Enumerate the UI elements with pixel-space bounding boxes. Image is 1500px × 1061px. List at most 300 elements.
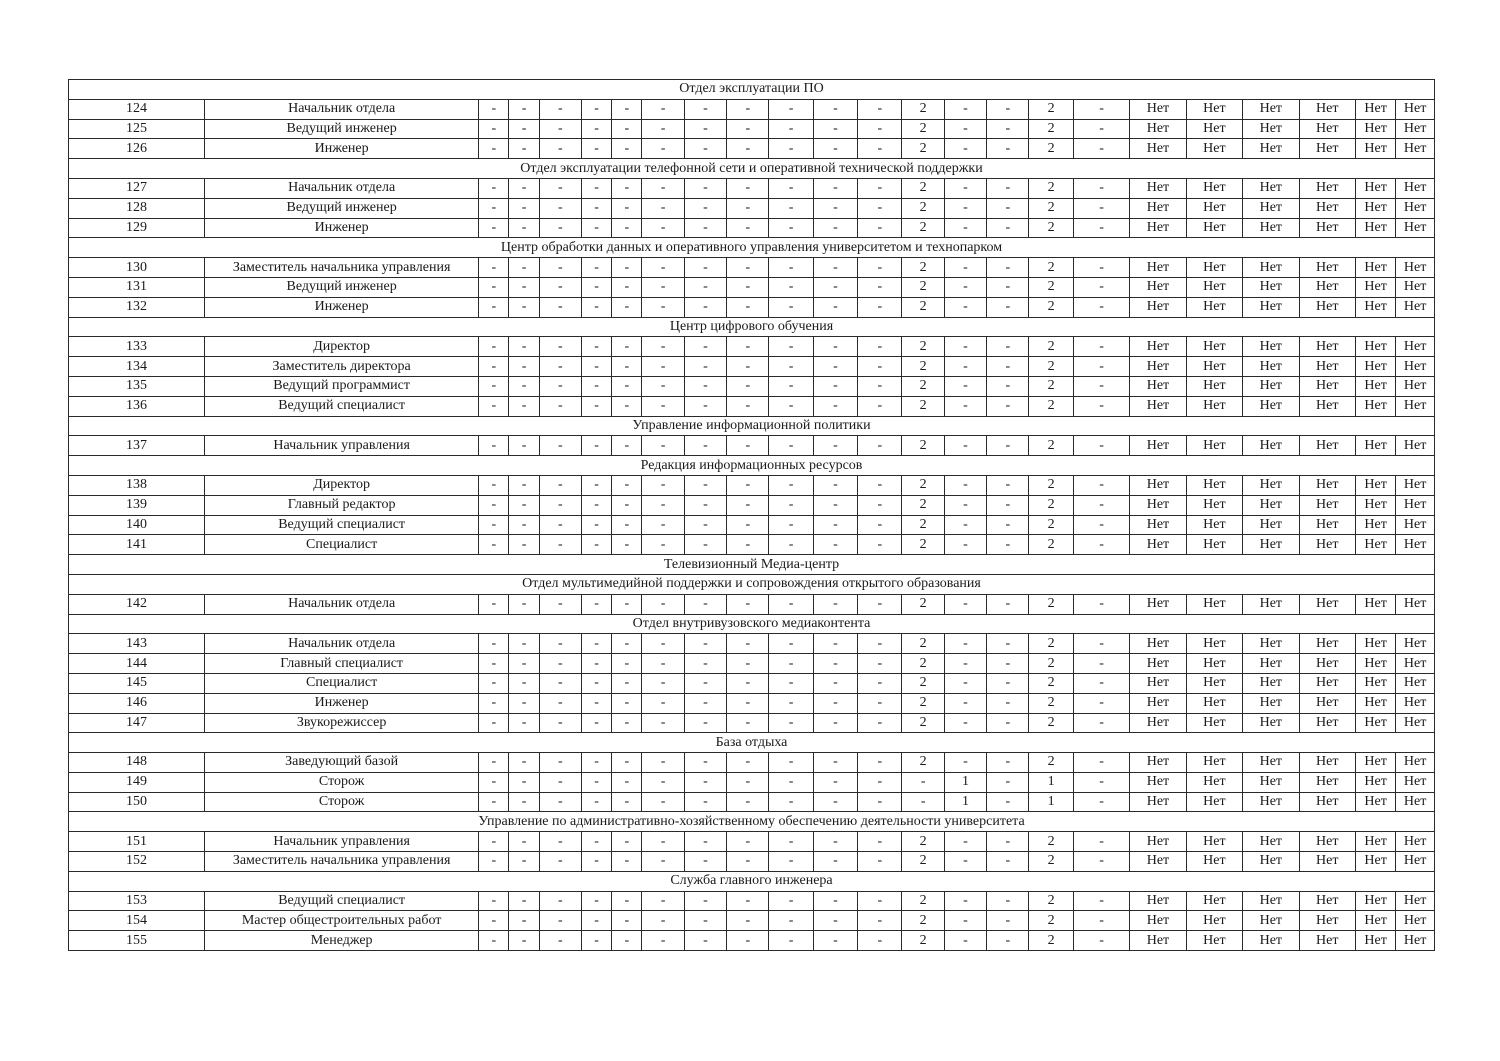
value-cell: -: [612, 673, 642, 693]
row-number: 143: [69, 634, 205, 654]
value-cell: Нет: [1396, 337, 1435, 357]
value-cell: -: [813, 515, 857, 535]
value-cell: -: [612, 119, 642, 139]
value-cell: -: [813, 753, 857, 773]
value-cell: -: [944, 931, 986, 951]
value-cell: -: [642, 218, 684, 238]
position-name: Начальник управления: [205, 832, 479, 852]
value-cell: 2: [902, 891, 944, 911]
value-cell: -: [727, 673, 769, 693]
value-cell: -: [769, 832, 813, 852]
value-cell: -: [642, 634, 684, 654]
value-cell: -: [684, 258, 726, 278]
value-cell: -: [582, 772, 612, 792]
value-cell: Нет: [1243, 911, 1299, 931]
value-cell: -: [813, 673, 857, 693]
value-cell: -: [509, 337, 539, 357]
section-header-row: [69, 317, 1435, 337]
value-cell: -: [582, 475, 612, 495]
value-cell: Нет: [1396, 693, 1435, 713]
value-cell: -: [539, 852, 581, 872]
value-cell: -: [727, 277, 769, 297]
value-cell: -: [944, 832, 986, 852]
value-cell: Нет: [1396, 753, 1435, 773]
value-cell: Нет: [1356, 277, 1396, 297]
value-cell: 2: [1029, 218, 1073, 238]
value-cell: -: [539, 218, 581, 238]
value-cell: -: [642, 792, 684, 812]
position-name: Мастер общестроительных работ: [205, 911, 479, 931]
position-name: Начальник отдела: [205, 634, 479, 654]
value-cell: Нет: [1396, 713, 1435, 733]
value-cell: -: [813, 178, 857, 198]
value-cell: Нет: [1186, 792, 1242, 812]
value-cell: 2: [902, 337, 944, 357]
value-cell: -: [813, 713, 857, 733]
value-cell: -: [987, 634, 1029, 654]
value-cell: -: [813, 832, 857, 852]
value-cell: Нет: [1299, 119, 1355, 139]
value-cell: -: [769, 535, 813, 555]
value-cell: -: [987, 119, 1029, 139]
value-cell: -: [858, 673, 902, 693]
value-cell: -: [769, 852, 813, 872]
value-cell: -: [813, 594, 857, 614]
value-cell: Нет: [1396, 139, 1435, 159]
table-row: [69, 634, 1435, 654]
value-cell: -: [813, 693, 857, 713]
position-name: Ведущий инженер: [205, 277, 479, 297]
value-cell: 2: [1029, 119, 1073, 139]
value-cell: -: [858, 277, 902, 297]
value-cell: -: [727, 832, 769, 852]
value-cell: -: [612, 634, 642, 654]
value-cell: -: [582, 99, 612, 119]
value-cell: -: [612, 594, 642, 614]
value-cell: -: [987, 139, 1029, 159]
section-title: Редакция информационных ресурсов: [69, 456, 1435, 476]
value-cell: Нет: [1130, 792, 1186, 812]
value-cell: -: [539, 891, 581, 911]
value-cell: Нет: [1396, 654, 1435, 674]
value-cell: -: [582, 277, 612, 297]
value-cell: -: [684, 495, 726, 515]
value-cell: Нет: [1130, 673, 1186, 693]
value-cell: -: [944, 594, 986, 614]
value-cell: -: [479, 178, 509, 198]
value-cell: 2: [1029, 535, 1073, 555]
value-cell: -: [727, 594, 769, 614]
value-cell: -: [769, 673, 813, 693]
value-cell: 2: [902, 277, 944, 297]
value-cell: -: [479, 634, 509, 654]
value-cell: -: [479, 475, 509, 495]
value-cell: Нет: [1130, 515, 1186, 535]
value-cell: -: [813, 396, 857, 416]
value-cell: -: [509, 693, 539, 713]
value-cell: -: [582, 713, 612, 733]
value-cell: -: [642, 119, 684, 139]
table-row: [69, 654, 1435, 674]
value-cell: -: [612, 891, 642, 911]
value-cell: -: [509, 634, 539, 654]
value-cell: Нет: [1186, 772, 1242, 792]
value-cell: -: [684, 693, 726, 713]
section-header-row: [69, 555, 1435, 575]
value-cell: Нет: [1356, 535, 1396, 555]
value-cell: -: [582, 753, 612, 773]
value-cell: -: [684, 277, 726, 297]
value-cell: -: [539, 654, 581, 674]
value-cell: -: [1073, 218, 1129, 238]
value-cell: -: [769, 475, 813, 495]
value-cell: Нет: [1396, 852, 1435, 872]
value-cell: -: [509, 139, 539, 159]
value-cell: -: [642, 376, 684, 396]
value-cell: Нет: [1299, 931, 1355, 951]
table-row: [69, 376, 1435, 396]
value-cell: 2: [902, 119, 944, 139]
value-cell: -: [858, 634, 902, 654]
value-cell: -: [612, 139, 642, 159]
row-number: 140: [69, 515, 205, 535]
value-cell: Нет: [1186, 654, 1242, 674]
position-name: Заместитель начальника управления: [205, 852, 479, 872]
value-cell: -: [479, 713, 509, 733]
value-cell: -: [539, 297, 581, 317]
value-cell: Нет: [1186, 178, 1242, 198]
value-cell: -: [684, 535, 726, 555]
value-cell: -: [987, 258, 1029, 278]
value-cell: Нет: [1130, 911, 1186, 931]
value-cell: -: [769, 119, 813, 139]
value-cell: -: [582, 535, 612, 555]
value-cell: -: [1073, 673, 1129, 693]
value-cell: -: [987, 594, 1029, 614]
value-cell: -: [1073, 475, 1129, 495]
value-cell: Нет: [1243, 376, 1299, 396]
value-cell: -: [944, 535, 986, 555]
value-cell: -: [612, 753, 642, 773]
value-cell: 2: [1029, 515, 1073, 535]
value-cell: -: [539, 634, 581, 654]
value-cell: Нет: [1186, 99, 1242, 119]
value-cell: 2: [902, 535, 944, 555]
value-cell: -: [582, 297, 612, 317]
value-cell: -: [944, 654, 986, 674]
value-cell: -: [858, 178, 902, 198]
value-cell: -: [612, 178, 642, 198]
value-cell: Нет: [1130, 634, 1186, 654]
value-cell: Нет: [1299, 357, 1355, 377]
value-cell: -: [582, 693, 612, 713]
value-cell: -: [944, 713, 986, 733]
value-cell: -: [642, 178, 684, 198]
table-row: [69, 99, 1435, 119]
position-name: Ведущий программист: [205, 376, 479, 396]
value-cell: Нет: [1356, 139, 1396, 159]
value-cell: -: [479, 891, 509, 911]
value-cell: -: [944, 277, 986, 297]
value-cell: 2: [1029, 376, 1073, 396]
value-cell: Нет: [1356, 753, 1396, 773]
value-cell: Нет: [1130, 753, 1186, 773]
value-cell: -: [509, 277, 539, 297]
value-cell: -: [944, 198, 986, 218]
value-cell: Нет: [1186, 337, 1242, 357]
value-cell: 2: [902, 376, 944, 396]
value-cell: -: [509, 792, 539, 812]
value-cell: Нет: [1356, 495, 1396, 515]
value-cell: -: [684, 654, 726, 674]
position-name: Начальник отдела: [205, 99, 479, 119]
value-cell: -: [944, 337, 986, 357]
value-cell: -: [1073, 654, 1129, 674]
section-header-row: [69, 733, 1435, 753]
value-cell: -: [509, 99, 539, 119]
value-cell: -: [858, 119, 902, 139]
row-number: 152: [69, 852, 205, 872]
value-cell: -: [539, 792, 581, 812]
value-cell: -: [612, 258, 642, 278]
value-cell: Нет: [1243, 396, 1299, 416]
value-cell: -: [987, 713, 1029, 733]
value-cell: Нет: [1130, 99, 1186, 119]
value-cell: Нет: [1396, 515, 1435, 535]
value-cell: 2: [1029, 475, 1073, 495]
value-cell: Нет: [1243, 753, 1299, 773]
value-cell: -: [684, 357, 726, 377]
value-cell: -: [684, 139, 726, 159]
position-name: Заместитель директора: [205, 357, 479, 377]
value-cell: Нет: [1356, 297, 1396, 317]
value-cell: -: [727, 911, 769, 931]
value-cell: -: [813, 436, 857, 456]
table-row: [69, 198, 1435, 218]
value-cell: -: [509, 198, 539, 218]
value-cell: Нет: [1356, 515, 1396, 535]
value-cell: -: [684, 911, 726, 931]
value-cell: -: [902, 792, 944, 812]
value-cell: Нет: [1243, 693, 1299, 713]
value-cell: -: [769, 654, 813, 674]
value-cell: Нет: [1243, 337, 1299, 357]
value-cell: Нет: [1243, 218, 1299, 238]
value-cell: Нет: [1130, 713, 1186, 733]
value-cell: Нет: [1186, 535, 1242, 555]
value-cell: Нет: [1130, 258, 1186, 278]
value-cell: -: [582, 139, 612, 159]
value-cell: Нет: [1299, 99, 1355, 119]
value-cell: Нет: [1396, 119, 1435, 139]
value-cell: -: [582, 634, 612, 654]
value-cell: -: [987, 772, 1029, 792]
value-cell: -: [612, 832, 642, 852]
value-cell: -: [769, 139, 813, 159]
value-cell: -: [769, 178, 813, 198]
value-cell: Нет: [1299, 258, 1355, 278]
section-title: Служба главного инженера: [69, 871, 1435, 891]
value-cell: -: [858, 515, 902, 535]
value-cell: -: [612, 218, 642, 238]
value-cell: -: [769, 634, 813, 654]
value-cell: -: [509, 673, 539, 693]
value-cell: -: [944, 396, 986, 416]
section-title: Телевизионный Медиа-центр: [69, 555, 1435, 575]
value-cell: -: [539, 357, 581, 377]
value-cell: -: [642, 396, 684, 416]
value-cell: Нет: [1356, 436, 1396, 456]
position-name: Инженер: [205, 693, 479, 713]
value-cell: Нет: [1396, 436, 1435, 456]
value-cell: -: [987, 911, 1029, 931]
value-cell: -: [642, 911, 684, 931]
value-cell: -: [539, 119, 581, 139]
value-cell: -: [858, 198, 902, 218]
value-cell: Нет: [1356, 832, 1396, 852]
section-header-row: [69, 871, 1435, 891]
table-row: [69, 258, 1435, 278]
value-cell: -: [813, 891, 857, 911]
value-cell: -: [727, 337, 769, 357]
value-cell: -: [612, 198, 642, 218]
value-cell: -: [1073, 713, 1129, 733]
value-cell: -: [612, 931, 642, 951]
value-cell: Нет: [1396, 931, 1435, 951]
row-number: 125: [69, 119, 205, 139]
value-cell: -: [612, 396, 642, 416]
value-cell: Нет: [1130, 218, 1186, 238]
value-cell: -: [479, 218, 509, 238]
value-cell: -: [479, 654, 509, 674]
value-cell: -: [684, 337, 726, 357]
value-cell: -: [858, 772, 902, 792]
value-cell: -: [684, 396, 726, 416]
value-cell: Нет: [1243, 475, 1299, 495]
value-cell: Нет: [1299, 376, 1355, 396]
value-cell: Нет: [1299, 515, 1355, 535]
value-cell: Нет: [1299, 891, 1355, 911]
value-cell: -: [479, 297, 509, 317]
value-cell: -: [769, 753, 813, 773]
value-cell: Нет: [1130, 852, 1186, 872]
value-cell: 2: [902, 218, 944, 238]
value-cell: -: [479, 535, 509, 555]
value-cell: -: [642, 772, 684, 792]
value-cell: Нет: [1299, 713, 1355, 733]
value-cell: -: [769, 357, 813, 377]
value-cell: -: [539, 911, 581, 931]
value-cell: -: [479, 139, 509, 159]
value-cell: -: [727, 852, 769, 872]
row-number: 141: [69, 535, 205, 555]
value-cell: -: [769, 376, 813, 396]
value-cell: -: [813, 258, 857, 278]
value-cell: Нет: [1396, 178, 1435, 198]
value-cell: Нет: [1243, 772, 1299, 792]
value-cell: -: [509, 772, 539, 792]
value-cell: Нет: [1356, 772, 1396, 792]
value-cell: Нет: [1243, 119, 1299, 139]
value-cell: -: [902, 772, 944, 792]
value-cell: -: [858, 495, 902, 515]
value-cell: Нет: [1243, 495, 1299, 515]
value-cell: -: [944, 218, 986, 238]
value-cell: 2: [902, 673, 944, 693]
table-row: [69, 911, 1435, 931]
value-cell: Нет: [1356, 258, 1396, 278]
value-cell: -: [1073, 891, 1129, 911]
row-number: 145: [69, 673, 205, 693]
value-cell: -: [858, 376, 902, 396]
value-cell: -: [858, 218, 902, 238]
value-cell: -: [509, 119, 539, 139]
value-cell: -: [642, 436, 684, 456]
value-cell: -: [1073, 594, 1129, 614]
value-cell: Нет: [1356, 594, 1396, 614]
value-cell: -: [727, 396, 769, 416]
value-cell: -: [769, 258, 813, 278]
value-cell: Нет: [1243, 436, 1299, 456]
value-cell: -: [858, 852, 902, 872]
table-row: [69, 337, 1435, 357]
row-number: 136: [69, 396, 205, 416]
value-cell: -: [642, 654, 684, 674]
value-cell: Нет: [1186, 693, 1242, 713]
value-cell: -: [684, 178, 726, 198]
value-cell: -: [642, 535, 684, 555]
value-cell: Нет: [1356, 891, 1396, 911]
section-header-row: [69, 238, 1435, 258]
value-cell: -: [684, 891, 726, 911]
value-cell: -: [858, 792, 902, 812]
value-cell: 2: [1029, 396, 1073, 416]
value-cell: Нет: [1356, 654, 1396, 674]
position-name: Менеджер: [205, 931, 479, 951]
value-cell: Нет: [1299, 832, 1355, 852]
value-cell: -: [813, 475, 857, 495]
section-title: Управление по административно-хозяйственному обеспечению деятельности университета: [69, 812, 1435, 832]
value-cell: 2: [902, 139, 944, 159]
value-cell: -: [813, 119, 857, 139]
value-cell: 2: [902, 396, 944, 416]
value-cell: Нет: [1130, 198, 1186, 218]
value-cell: Нет: [1130, 376, 1186, 396]
value-cell: -: [987, 436, 1029, 456]
value-cell: Нет: [1243, 99, 1299, 119]
section-header-row: [69, 574, 1435, 594]
value-cell: -: [509, 713, 539, 733]
value-cell: Нет: [1130, 594, 1186, 614]
value-cell: Нет: [1356, 911, 1396, 931]
value-cell: -: [509, 297, 539, 317]
row-number: 147: [69, 713, 205, 733]
value-cell: Нет: [1186, 495, 1242, 515]
value-cell: -: [509, 654, 539, 674]
value-cell: -: [684, 376, 726, 396]
position-name: Ведущий инженер: [205, 119, 479, 139]
value-cell: -: [944, 515, 986, 535]
value-cell: Нет: [1396, 258, 1435, 278]
value-cell: -: [944, 99, 986, 119]
value-cell: -: [612, 337, 642, 357]
value-cell: -: [727, 198, 769, 218]
value-cell: -: [539, 396, 581, 416]
value-cell: Нет: [1186, 277, 1242, 297]
value-cell: -: [642, 753, 684, 773]
staff-table: [68, 79, 1435, 951]
value-cell: Нет: [1396, 891, 1435, 911]
